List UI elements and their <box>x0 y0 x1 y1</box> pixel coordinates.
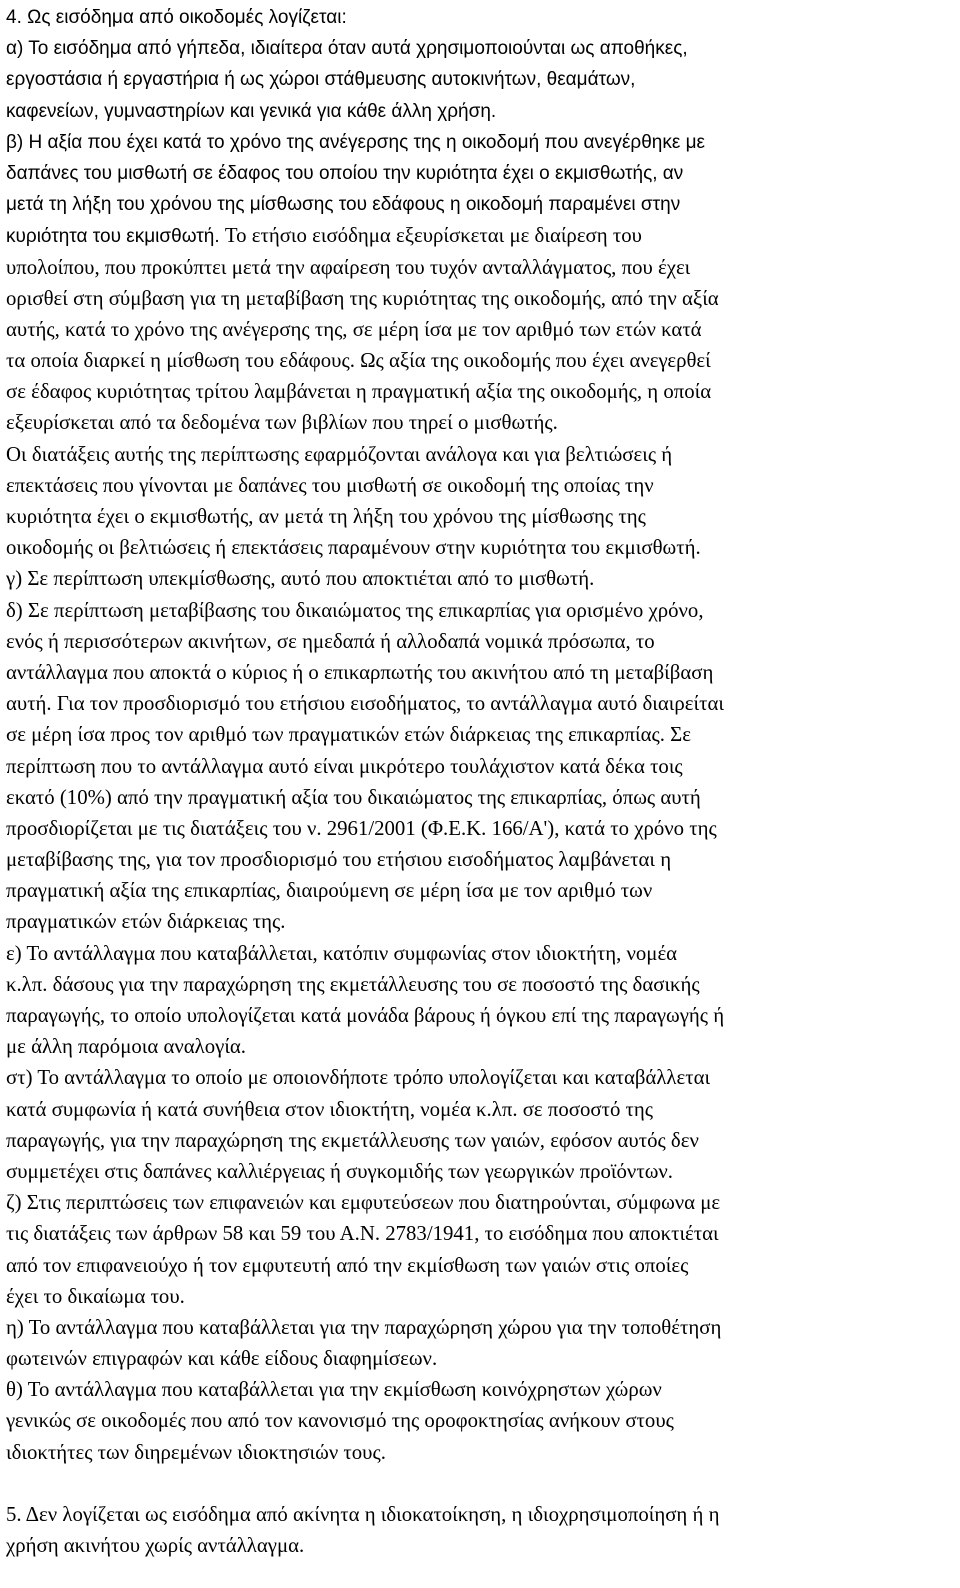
document-body <box>6 2 950 1561</box>
text-segment: περίπτωση που το αντάλλαγμα αυτό είναι μικρότερο τουλάχιστον κατά δέκα τοις <box>6 754 683 778</box>
text-segment: έχει το δικαίωμα του. <box>6 1284 185 1308</box>
text-line <box>6 844 950 875</box>
text-line <box>6 1437 950 1468</box>
text-segment: κ.λπ. δάσους για την παραχώρηση της εκμετάλλευσης του σε ποσοστό της δασικής <box>6 972 700 996</box>
text-segment: δαπάνες του μισθωτή σε έδαφος του οποίου την κυριότητα έχει ο εκμισθωτής, αν <box>6 162 684 184</box>
text-line <box>6 1218 950 1249</box>
text-line <box>6 2 950 33</box>
text-line <box>6 969 950 1000</box>
text-line <box>6 1405 950 1436</box>
text-line <box>6 751 950 782</box>
text-segment: κυριότητα έχει ο εκμισθωτής, αν μετά τη λήξη του χρόνου της μίσθωσης της <box>6 505 646 528</box>
text-line <box>6 1530 950 1561</box>
text-segment: επεκτάσεις που γίνονται με δαπάνες του μισθωτή σε οικοδομή της οποίας την <box>6 473 654 497</box>
text-line <box>6 439 950 470</box>
text-line <box>6 1343 950 1374</box>
text-line <box>6 1281 950 1312</box>
text-segment: ιδιοκτήτες των διηρεμένων ιδιοκτησιών τους. <box>6 1440 386 1464</box>
text-segment: ορισθεί στη σύμβαση για τη μεταβίβαση της κυριότητας της οικοδομής, από την αξία <box>6 286 719 310</box>
text-segment: δ) Σε περίπτωση μεταβίβασης του δικαιώματος της επικαρπίας για ορισμένο χρόνο, <box>6 598 704 622</box>
text-segment: σε έδαφος κυριότητας τρίτου λαμβάνεται η πραγματική αξία της οικοδομής, η οποία <box>6 380 712 404</box>
text-line <box>6 283 950 314</box>
text-segment: παραγωγής, για την παραχώρηση της εκμετάλλευσης των γαιών, εφόσον αυτός δεν <box>6 1128 699 1152</box>
text-segment: ε) Το αντάλλαγμα που καταβάλλεται, κατόπιν συμφωνίας στον ιδιοκτήτη, νομέα <box>6 941 678 965</box>
text-segment: πραγματικών ετών διάρκειας της. <box>6 910 286 934</box>
text-segment: παραγωγής, το οποίο υπολογίζεται κατά μονάδα βάρους ή όγκου επί της παραγωγής ή <box>6 1004 725 1027</box>
text-line <box>6 407 950 438</box>
text-segment: ζ) Στις περιπτώσεις των επιφανειών και εμφυτεύσεων που διατηρούνται, σύμφωνα με <box>6 1191 721 1215</box>
text-segment: καφενείων, γυμναστηρίων και γενικά για κάθε άλλη χρήση. <box>6 100 497 122</box>
text-line <box>6 813 950 844</box>
text-segment: οικοδομής οι βελτιώσεις ή επεκτάσεις παραμένουν στην κυριότητα του εκμισθωτή. <box>6 536 701 560</box>
text-segment: αντάλλαγμα που αποκτά ο κύριος ή ο επικαρπωτής του ακινήτου από τη μεταβίβαση <box>6 660 714 684</box>
text-line <box>6 470 950 501</box>
text-line <box>6 657 950 688</box>
text-line <box>6 158 950 189</box>
text-segment: γενικώς σε οικοδομές που από τον κανονισμό της οροφοκτησίας ανήκουν στους <box>6 1409 674 1433</box>
text-segment: Το ετήσιο εισόδημα εξευρίσκεται με διαίρεση του <box>224 224 642 248</box>
text-segment: α) Το εισόδημα από γήπεδα, ιδιαίτερα όταν αυτά χρησιμοποιούνται ως αποθήκες, <box>6 38 688 60</box>
text-segment: τις διατάξεις των άρθρων 58 και 59 του Α.Ν. 2783/1941, το εισόδημα που αποκτιέται <box>6 1222 719 1246</box>
text-line <box>6 1187 950 1218</box>
text-line <box>6 501 950 532</box>
text-segment: κατά συμφωνία ή κατά συνήθεια στον ιδιοκτήτη, νομέα κ.λπ. σε ποσοστό της <box>6 1097 654 1121</box>
text-line <box>6 782 950 813</box>
text-line <box>6 1094 950 1125</box>
text-segment: φωτεινών επιγραφών και κάθε είδους διαφημίσεων. <box>6 1347 438 1371</box>
text-segment: πραγματική αξία της επικαρπίας, διαιρούμενη σε μέρη ίσα με τον αριθμό των <box>6 879 653 903</box>
text-segment: αυτή. Για τον προσδιορισμό του ετήσιου εισοδήματος, το αντάλλαγμα αυτό διαιρείται <box>6 692 724 716</box>
paragraph-gap <box>6 1468 950 1499</box>
text-line <box>6 1031 950 1062</box>
text-line <box>6 875 950 906</box>
text-segment: από τον επιφανειούχο ή τον εμφυτευτή από την εκμίσθωση των γαιών στις οποίες <box>6 1253 689 1277</box>
text-line <box>6 189 950 220</box>
text-segment: μετά τη λήξη του χρόνου της μίσθωσης του εδάφους η οικοδομή παραμένει στην <box>6 194 681 216</box>
text-line <box>6 1499 950 1530</box>
text-segment: εκατό (10%) από την πραγματική αξία του δικαιώματος της επικαρπίας, όπως αυτή <box>6 785 701 809</box>
text-line <box>6 1156 950 1187</box>
text-line <box>6 220 950 251</box>
text-segment: η) Το αντάλλαγμα που καταβάλλεται για την παραχώρηση χώρου για την τοποθέτηση <box>6 1315 722 1339</box>
text-line <box>6 1374 950 1405</box>
text-line <box>6 938 950 969</box>
text-segment: μεταβίβασης της, για τον προσδιορισμό του ετήσιου εισοδήματος λαμβάνεται η <box>6 848 672 872</box>
text-segment: 4. Ως εισόδημα από οικοδομές λογίζεται: <box>6 7 347 28</box>
text-segment: β) Η αξία που έχει κατά το χρόνο της ανέγερσης της η οικοδομή που ανεγέρθηκε με <box>6 131 706 153</box>
text-segment: αυτής, κατά το χρόνο της ανέγερσης της, σε μέρη ίσα με τον αριθμό των ετών κατά <box>6 317 702 341</box>
text-segment: υπολοίπου, που προκύπτει μετά την αφαίρεση του τυχόν ανταλλάγματος, που έχει <box>6 255 691 279</box>
text-line <box>6 563 950 594</box>
text-segment: συμμετέχει στις δαπάνες καλλιέργειας ή συγκομιδής των γεωργικών προϊόντων. <box>6 1159 673 1183</box>
text-segment: προσδιορίζεται με τις διατάξεις του ν. 2961/2001 (Φ.Ε.Κ. 166/Α'), κατά το χρόνο της <box>6 816 717 840</box>
text-line <box>6 1250 950 1281</box>
text-segment: τα οποία διαρκεί η μίσθωση του εδάφους. Ως αξία της οικοδομής που έχει ανεγερθεί <box>6 349 711 373</box>
text-line <box>6 345 950 376</box>
text-segment: εξευρίσκεται από τα δεδομένα των βιβλίων που τηρεί ο μισθωτής. <box>6 411 558 435</box>
text-line <box>6 688 950 719</box>
text-line <box>6 532 950 563</box>
text-line <box>6 252 950 283</box>
text-line <box>6 719 950 750</box>
text-segment: 5. Δεν λογίζεται ως εισόδημα από ακίνητα η ιδιοκατοίκηση, η ιδιοχρησιμοποίηση ή η <box>6 1502 720 1526</box>
text-segment: κυριότητα του εκμισθωτή. <box>6 226 225 248</box>
text-line <box>6 33 950 64</box>
text-segment: γ) Σε περίπτωση υπεκμίσθωσης, αυτό που αποκτιέται από το μισθωτή. <box>6 567 595 591</box>
text-segment: στ) Το αντάλλαγμα το οποίο με οποιονδήποτε τρόπο υπολογίζεται και καταβάλλεται <box>6 1066 711 1090</box>
text-line <box>6 96 950 127</box>
text-segment: θ) Το αντάλλαγμα που καταβάλλεται για την εκμίσθωση κοινόχρηστων χώρων <box>6 1378 662 1402</box>
text-line <box>6 314 950 345</box>
text-line <box>6 376 950 407</box>
text-segment: εργοστάσια ή εργαστήρια ή ως χώροι στάθμευσης αυτοκινήτων, θεαμάτων, <box>6 69 636 91</box>
text-line <box>6 1125 950 1156</box>
text-segment: σε μέρη ίσα προς τον αριθμό των πραγματικών ετών διάρκειας της επικαρπίας. Σε <box>6 723 691 747</box>
text-line <box>6 64 950 95</box>
text-line <box>6 127 950 158</box>
text-segment: ενός ή περισσότερων ακινήτων, σε ημεδαπά ή αλλοδαπά νομικά πρόσωπα, το <box>6 629 655 653</box>
text-line <box>6 1062 950 1093</box>
text-line <box>6 626 950 657</box>
text-line <box>6 595 950 626</box>
text-line <box>6 906 950 937</box>
text-segment: με άλλη παρόμοια αναλογία. <box>6 1035 247 1059</box>
text-segment: χρήση ακινήτου χωρίς αντάλλαγμα. <box>6 1534 305 1557</box>
text-segment: Οι διατάξεις αυτής της περίπτωσης εφαρμόζονται ανάλογα και για βελτιώσεις ή <box>6 442 673 466</box>
text-line <box>6 1000 950 1031</box>
text-line <box>6 1312 950 1343</box>
